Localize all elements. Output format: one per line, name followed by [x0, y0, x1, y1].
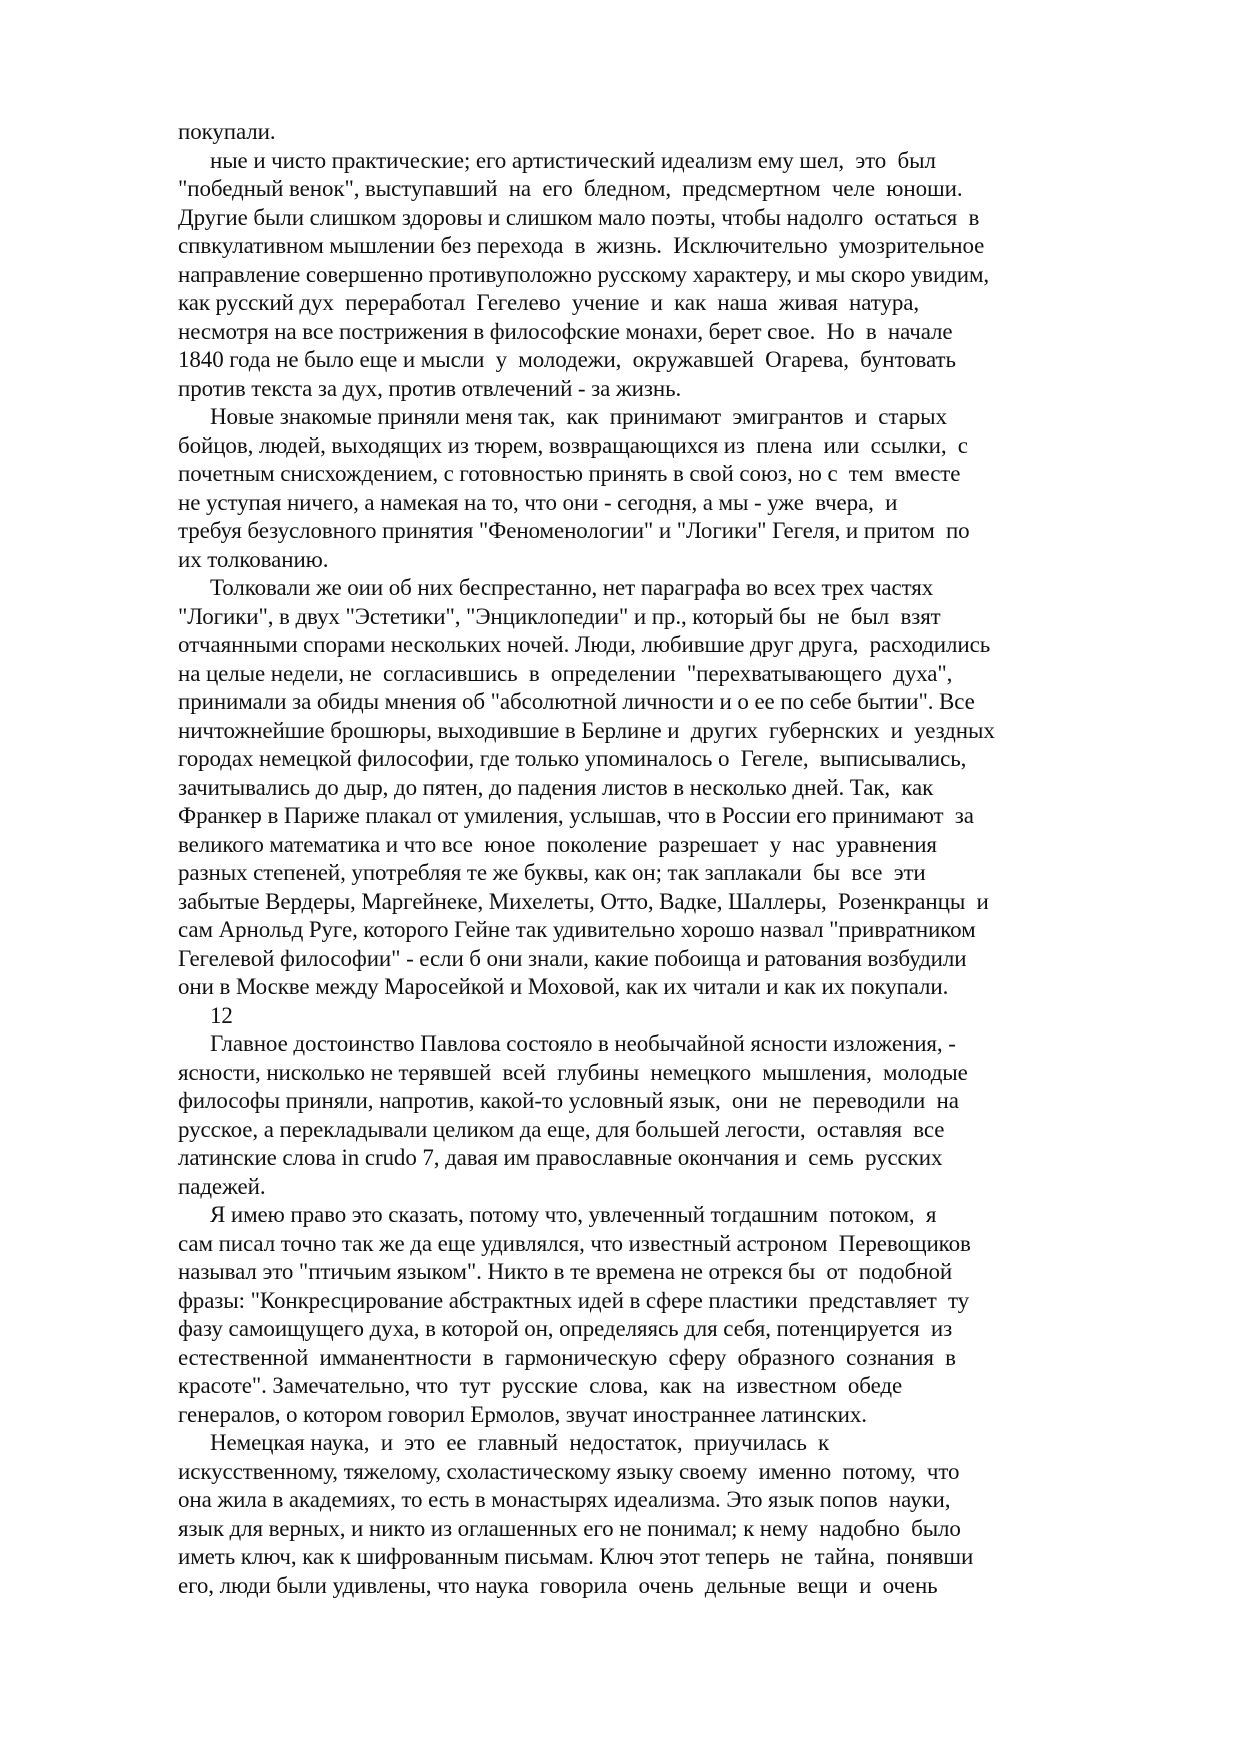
text-line: на целые недели, не согласившись в определении "перехватывающего духа",	[178, 660, 953, 686]
text-line: Новые знакомые приняли меня так, как принимают эмигрантов и старых	[210, 404, 947, 429]
text-line: спвкулативном мышлении без перехода в жизнь. Исключительно умозрительное	[178, 233, 985, 258]
text-line: они в Москве между Маросейкой и Моховой, как их читали и как их покупали.	[178, 974, 949, 999]
text-line: русское, а перекладывали целиком да еще, для большей легости, оставляя все	[178, 1116, 945, 1142]
text-line: естественной имманентности в гармоническую сферу образного сознания в	[178, 1344, 956, 1370]
text-line: несмотря на все пострижения в философские монахи, берет свое. Но в начале	[178, 318, 953, 344]
text-line: падежей.	[178, 1173, 266, 1199]
text-line: как русский дух переработал Гегелево учение и как наша живая натура,	[178, 290, 919, 315]
text-line: не уступая ничего, а намекая на то, что они - сегодня, а мы - уже вчера, и	[178, 489, 898, 515]
text-line: против текста за дух, против отвлечений - за жизнь.	[178, 375, 682, 401]
text-line: ясности, нисколько не терявшей всей глубины немецкого мышления, молодые	[178, 1059, 968, 1085]
text-line: философы приняли, напротив, какой-то условный язык, они не переводили на	[178, 1088, 959, 1113]
text-line: Гегелевой философии" - если б они знали, какие побоища и ратования возбудили	[178, 945, 967, 971]
text-line: ничтожнейшие брошюры, выходившие в Берлине и других губернских и уездных	[178, 717, 995, 743]
text-line: Немецкая наука, и это ее главный недостаток, приучилась к	[210, 1430, 830, 1455]
text-line: городах немецкой философии, где только упоминалось о Гегеле, выписывались,	[178, 746, 967, 771]
text-line: бойцов, людей, выходящих из тюрем, возвращающихся из плена или ссылки, с	[178, 432, 968, 458]
text-line: Главное достоинство Павлова состояло в необычайной ясности изложения, -	[210, 1031, 956, 1056]
text-line: сам Арнольд Руге, которого Гейне так удивительно хорошо назвал "привратником	[178, 917, 976, 942]
text-line: принимали за обиды мнения об "абсолютной личности и о ее по себе бытии". Все	[178, 689, 975, 714]
text-line: иметь ключ, как к шифрованным письмам. Ключ этот теперь не тайна, понявши	[178, 1544, 974, 1569]
text-line: разных степеней, употребляя те же буквы, как он; так заплакали бы все эти	[178, 860, 926, 885]
page-number-marker: 12	[210, 1002, 233, 1028]
text-line: латинские слова in crudo 7, давая им православные окончания и семь русских	[178, 1145, 943, 1170]
text-line: фазу самоищущего духа, в которой он, определяясь для себя, потенцируется из	[178, 1316, 953, 1341]
text-line: "победный венок", выступавший на его бледном, предсмертном челе юноши.	[178, 176, 963, 201]
text-line	[178, 1600, 1098, 1629]
text-line: искусственному, тяжелому, схоластическому языку своему именно потому, что	[178, 1458, 960, 1484]
text-line: направление совершенно противуположно русскому характеру, и мы скоро увидим,	[178, 261, 990, 287]
document-body	[178, 118, 1098, 1629]
text-line: Толковали же оии об них беспрестанно, нет параграфа во всех трех частях	[210, 575, 934, 600]
text-line: язык для верных, и никто из оглашенных его не понимал; к нему надобно было	[178, 1515, 961, 1541]
text-line: генералов, о котором говорил Ермолов, звучат иностраннее латинских.	[178, 1401, 867, 1427]
text-line: ные и чисто практические; его артистический идеализм ему шел, это был	[210, 147, 936, 173]
text-line: она жила в академиях, то есть в монастырях идеализма. Это язык попов науки,	[178, 1487, 951, 1512]
text-line: "Логики", в двух "Эстетики", "Энциклопедии" и пр., который бы не был взят	[178, 603, 941, 629]
text-line: великого математика и что все юное поколение разрешает у нас уравнения	[178, 831, 937, 857]
text-line: Другие были слишком здоровы и слишком мало поэты, чтобы надолго остаться в	[178, 204, 980, 230]
text-line: требуя безусловного принятия "Феноменологии" и "Логики" Гегеля, и притом по	[178, 518, 970, 543]
text-line: сам писал точно так же да еще удивлялся, что известный астроном Перевощиков	[178, 1230, 971, 1256]
text-line: зачитывались до дыр, до пятен, до падения листов в несколько дней. Так, как	[178, 774, 934, 800]
text-line: красоте". Замечательно, что тут русские слова, как на известном обеде	[178, 1373, 903, 1398]
text-line: Франкер в Париже плакал от умиления, услышав, что в России его принимают за	[178, 803, 974, 828]
text-line: Я имею право это сказать, потому что, увлеченный тогдашним потоком, я	[210, 1202, 937, 1227]
text-line: называл это "птичьим языком". Никто в те времена не отрекся бы от подобной	[178, 1259, 953, 1284]
text-line: отчаянными спорами нескольких ночей. Люди, любившие друг друга, расходились	[178, 632, 991, 657]
text-line: покупали.	[178, 119, 276, 144]
text-line: 1840 года не было еще и мысли у молодежи, окружавшей Огарева, бунтовать	[178, 347, 956, 372]
text-line: их толкованию.	[178, 546, 329, 572]
text-line: его, люди были удивлены, что наука говорила очень дельные вещи и очень	[178, 1572, 938, 1598]
text-line: забытые Вердеры, Маргейнеке, Михелеты, Отто, Вадке, Шаллеры, Розенкранцы и	[178, 888, 989, 914]
text-line: фразы: "Конкресцирование абстрактных идей в сфере пластики представляет ту	[178, 1287, 970, 1313]
text-line: почетным снисхождением, с готовностью принять в свой союз, но с тем вместе	[178, 461, 961, 486]
